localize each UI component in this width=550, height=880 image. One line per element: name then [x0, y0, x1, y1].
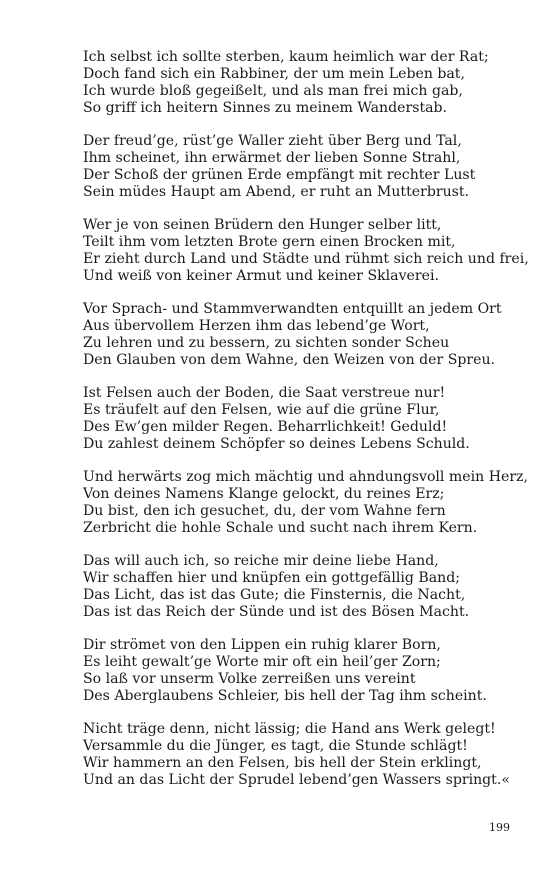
verse-line: Von deines Namens Klange gelockt, du reines Erz; [83, 486, 445, 502]
verse-line: Es träufelt auf den Felsen, wie auf die grüne Flur, [83, 402, 440, 418]
verse-line: Teilt ihm vom letzten Brote gern einen Brocken mit, [83, 234, 456, 250]
verse-line: Zu lehren und zu bessern, zu sichten sonder Scheu [83, 335, 450, 351]
stanza-9 [83, 721, 523, 789]
verse-line: Dir strömet von den Lippen ein ruhig klarer Born, [83, 637, 441, 653]
verse-line: Des Ew’gen milder Regen. Beharrlichkeit! Geduld! [83, 419, 448, 435]
verse-line: Und an das Licht der Sprudel lebend’gen Wassers springt.« [83, 772, 510, 788]
verse-line: Das ist das Reich der Sünde und ist des Bösen Macht. [83, 604, 470, 620]
verse-line: Der Schoß der grünen Erde empfängt mit rechter Lust [83, 167, 476, 183]
verse-line: Der freud’ge, rüst’ge Waller zieht über Berg und Tal, [83, 133, 462, 149]
verse-line: Du bist, den ich gesuchet, du, der vom Wahne fern [83, 503, 446, 519]
verse-line: Ich selbst ich sollte sterben, kaum heimlich war der Rat; [83, 49, 489, 65]
verse-line: Sein müdes Haupt am Abend, er ruht an Mutterbrust. [83, 184, 470, 200]
verse-line: Du zahlest deinem Schöpfer so deines Lebens Schuld. [83, 436, 470, 452]
verse-line: Wir schaffen hier und knüpfen ein gottgefällig Band; [83, 570, 460, 586]
stanza-2 [83, 133, 523, 201]
verse-line: Nicht träge denn, nicht lässig; die Hand ans Werk gelegt! [83, 721, 496, 737]
verse-line: Und weiß von keiner Armut und keiner Sklaverei. [83, 268, 439, 284]
stanza-6 [83, 469, 528, 537]
verse-line: Er zieht durch Land und Städte und rühmt sich reich und frei, [83, 251, 529, 267]
page-number: 199 [489, 821, 510, 834]
verse-line: Vor Sprach- und Stammverwandten entquillt an jedem Ort [83, 301, 502, 317]
verse-line: Wir hammern an den Felsen, bis hell der Stein erklingt, [83, 755, 482, 771]
verse-line: Das Licht, das ist das Gute; die Finsternis, die Nacht, [83, 587, 466, 603]
verse-line: Aus übervollem Herzen ihm das lebend’ge Wort, [83, 318, 430, 334]
verse-line: Ihm scheinet, ihn erwärmet der lieben Sonne Strahl, [83, 150, 461, 166]
verse-line: So laß vor unserm Volke zerreißen uns vereint [83, 671, 416, 687]
stanza-8 [83, 637, 523, 705]
verse-line: Versammle du die Jünger, es tagt, die Stunde schlägt! [83, 738, 468, 754]
stanza-4 [83, 301, 523, 369]
verse-line: Wer je von seinen Brüdern den Hunger selber litt, [83, 217, 442, 233]
verse-line: Es leiht gewalt’ge Worte mir oft ein heil’ger Zorn; [83, 654, 441, 670]
stanza-5 [83, 385, 523, 453]
verse-line: Und herwärts zog mich mächtig und ahndungsvoll mein Herz, [83, 469, 528, 485]
poem-text [83, 49, 529, 805]
verse-line: Des Aberglaubens Schleier, bis hell der Tag ihm scheint. [83, 688, 487, 704]
verse-line: Das will auch ich, so reiche mir deine liebe Hand, [83, 553, 439, 569]
stanza-7 [83, 553, 523, 621]
stanza-3 [83, 217, 529, 285]
verse-line: Doch fand sich ein Rabbiner, der um mein Leben bat, [83, 66, 465, 82]
stanza-1 [83, 49, 523, 117]
verse-line: Ich wurde bloß gegeißelt, und als man frei mich gab, [83, 83, 463, 99]
verse-line: So griff ich heitern Sinnes zu meinem Wanderstab. [83, 100, 448, 116]
verse-line: Zerbricht die hohle Schale und sucht nach ihrem Kern. [83, 520, 478, 536]
verse-line: Den Glauben von dem Wahne, den Weizen von der Spreu. [83, 352, 496, 368]
verse-line: Ist Felsen auch der Boden, die Saat verstreue nur! [83, 385, 446, 401]
